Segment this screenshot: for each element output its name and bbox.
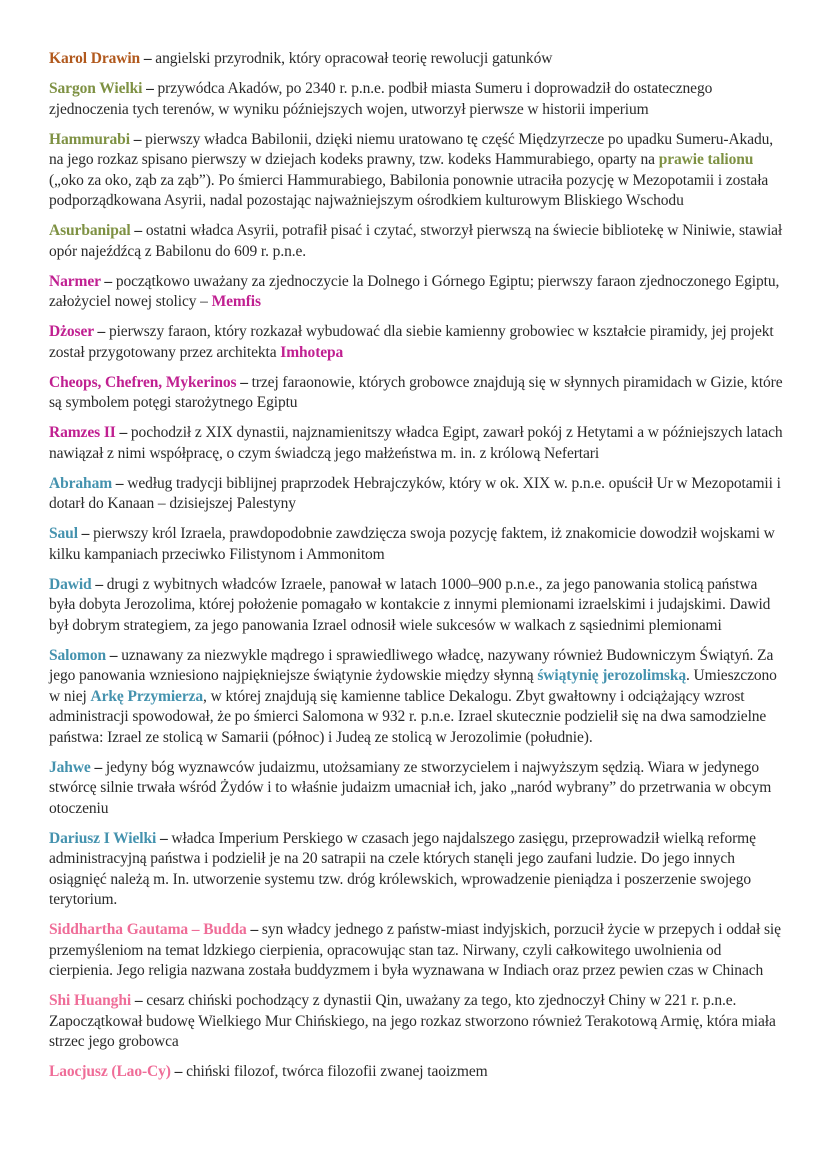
description-text: pierwszy król Izraela, prawdopodobnie zawdzięcza swoja pozycję faktem, iż znakomicie dowodził wojskami w kilku kampaniach przeciwko Filistynom i Ammonitom bbox=[49, 525, 775, 563]
entry-paragraph bbox=[49, 322, 786, 363]
highlighted-text: świątynię jerozolimską bbox=[537, 667, 686, 684]
entry-term: Ramzes II bbox=[49, 424, 116, 441]
term-separator: – bbox=[142, 80, 158, 97]
term-separator: – bbox=[236, 373, 252, 391]
term-separator: – bbox=[115, 424, 131, 441]
highlighted-text: Imhotepa bbox=[280, 343, 344, 361]
description-text: początkowo uważany za zjednoczycie la Dolnego i Górnego Egiptu; pierwszy faraon zjednoczonego Egiptu, założyciel nowej stolicy – bbox=[49, 272, 780, 310]
description-text: trzej faraonowie, których grobowce znajdują się w słynnych piramidach w Gizie, które są symbolem potęgi starożytnego Egiptu bbox=[49, 373, 783, 411]
term-separator: – bbox=[129, 130, 146, 148]
entry-term: Hammurabi bbox=[49, 130, 130, 148]
entry-term: Karol Drawin bbox=[49, 50, 141, 67]
entry-paragraph bbox=[49, 524, 786, 565]
entry-paragraph bbox=[49, 221, 786, 262]
description-text: drugi z wybitnych władców Izraele, panował w latach 1000–900 p.n.e., za jego panowania stolicą państwa była dobyta Jerozolima, której położenie pomagało w kontakcie z innymi plemionami izraelskimi i judajskimi. Dawid był dobrym strategiem, za jego panowania Izrael odnosił wiele sukcesów w walkach z sąsiednimi plemionami bbox=[49, 575, 771, 634]
entry-term: Siddhartha Gautama – Budda bbox=[49, 921, 247, 938]
highlighted-text: prawie talionu bbox=[658, 151, 754, 168]
entry-paragraph bbox=[49, 49, 786, 70]
description-text: („oko za oko, ząb za ząb”). Po śmierci Hammurabiego, Babilonia ponownie utraciła pozycję w Mezopotamii i została podporządkowana Asyrii, nadal pozostając najważniejszym ośrodkiem kulturowym Bliskiego Wschodu bbox=[49, 171, 769, 209]
term-separator: – bbox=[131, 992, 147, 1009]
description-text: chiński filozof, twórca filozofii zwanej taoizmem bbox=[186, 1063, 488, 1080]
term-separator: – bbox=[140, 50, 156, 67]
description-text: uznawany za niezwykle mądrego i sprawiedliwego władcę, nazywany również Budowniczym Świątyń. Za jego panowania wzniesiono najpiękniejsze świątynie żydowskie między słynną bbox=[49, 646, 774, 684]
entry-paragraph bbox=[49, 1062, 786, 1083]
entry-paragraph bbox=[49, 758, 786, 820]
entry-term: Laocjusz (Lao-Cy) bbox=[49, 1063, 171, 1080]
entry-term: Sargon Wielki bbox=[49, 80, 143, 97]
entry-term: Jahwe bbox=[49, 758, 91, 776]
term-separator: – bbox=[77, 525, 94, 542]
highlighted-text: Arkę Przymierza bbox=[90, 687, 204, 705]
entry-paragraph bbox=[49, 423, 786, 464]
description-text: syn władcy jednego z państw-miast indyjskich, porzucił życie w przepych i oddał się przemyśleniom na temat ldzkiego cierpienia, opracowując stan taz. Nirwany, czyli całkowitego uwolnienia od cierpienia. Jego religia nazwana została buddyzmem i była wyznawana w Indiach oraz przez pewien czas w Chinach bbox=[49, 921, 781, 979]
entry-paragraph bbox=[49, 920, 786, 982]
term-separator: – bbox=[246, 921, 262, 938]
entry-term: Cheops, Chefren, Mykerinos bbox=[49, 373, 237, 391]
entry-paragraph bbox=[49, 272, 786, 313]
entry-term: Shi Huanghi bbox=[49, 992, 132, 1009]
entry-term: Saul bbox=[49, 525, 78, 542]
description-text: jedyny bóg wyznawców judaizmu, utożsamiany ze stworzycielem i najwyższym sędzią. Wiara w jedynego stwórcę silnie trwała wśród Żydów i to właśnie judaizm umacniał ich, jako „naród wybrany” do przetrwania w obcym otoczeniu bbox=[49, 758, 772, 817]
term-separator: – bbox=[112, 474, 128, 492]
term-separator: – bbox=[93, 323, 109, 340]
description-text: władca Imperium Perskiego w czasach jego najdalszego zasięgu, przeprowadził wielką reformę administracyjną państwa i podzielił je na 20 satrapii na czele których stanęli jego zaufani ludzie. Do jego innych osiągnięć należą m. In. utworzenie systemu tzw. dróg królewskich, wprowadzenie pieniądza i poszerzenie swojego terytorium. bbox=[49, 829, 756, 908]
term-separator: – bbox=[100, 272, 116, 290]
entry-paragraph bbox=[49, 829, 786, 911]
term-separator: – bbox=[91, 575, 107, 593]
highlighted-text: Memfis bbox=[211, 293, 261, 310]
term-separator: – bbox=[156, 829, 172, 847]
entry-paragraph bbox=[49, 373, 786, 414]
entries bbox=[49, 49, 786, 1083]
entry-term: Dżoser bbox=[49, 323, 94, 340]
entry-paragraph bbox=[49, 575, 786, 637]
entry-term: Abraham bbox=[49, 474, 113, 492]
description-text: pierwszy faraon, który rozkazał wybudować dla siebie kamienny grobowiec w kształcie piramidy, jej projekt został przygotowany przez architekta bbox=[49, 323, 774, 361]
term-separator: – bbox=[106, 646, 122, 664]
entry-paragraph bbox=[49, 646, 786, 749]
description-text: angielski przyrodnik, który opracował teorię rewolucji gatunków bbox=[155, 50, 553, 67]
description-text: cesarz chiński pochodzący z dynastii Qin, uważany za tego, kto zjednoczył Chiny w 221 r. p.n.e. Zapoczątkował budowę Wielkiego Mur Chińskiego, na jego rozkaz stworzono również Terakotową Armię, która miała strzec jego grobowca bbox=[49, 992, 776, 1050]
description-text: ostatni władca Asyrii, potrafił pisać i czytać, stworzył pierwszą na świecie bibliotekę w Niniwie, stawiał opór najeźdźcą z Babilonu do 609 r. p.n.e. bbox=[49, 222, 783, 260]
entry-term: Dariusz I Wielki bbox=[49, 829, 157, 847]
entry-paragraph bbox=[49, 474, 786, 515]
term-separator: – bbox=[130, 222, 146, 239]
description-text: według tradycji biblijnej praprzodek Hebrajczyków, który w ok. XIX w. p.n.e. opuścił Ur w Mezopotamii i dotarł do Kanaan – dzisiejszej Palestyny bbox=[49, 474, 781, 512]
term-separator: – bbox=[170, 1063, 187, 1080]
description-text: , w której znajdują się kamienne tablice Dekalogu. Zbyt gwałtowny i odciążający wzrost administracji spowodował, że po śmierci Salomona w 932 r. p.n.e. Izrael skutecznie podzielił się na dwa samodzielne państwa: Izrael ze stolicą w Samarii (północ) i Judeą ze stolicą w Jerozolimie (południe). bbox=[49, 687, 767, 746]
description-text: przywódca Akadów, po 2340 r. p.n.e. podbił miasta Sumeru i doprowadził do ostatecznego zjednoczenia tych terenów, w wyniku późniejszych wojen, utworzył pierwsze w historii imperium bbox=[49, 80, 713, 118]
entry-term: Narmer bbox=[49, 272, 101, 290]
entry-paragraph bbox=[49, 79, 786, 120]
term-separator: – bbox=[90, 758, 106, 776]
entry-term: Salomon bbox=[49, 646, 107, 664]
entry-term: Dawid bbox=[49, 575, 92, 593]
entry-term: Asurbanipal bbox=[49, 222, 131, 239]
entry-paragraph bbox=[49, 991, 786, 1053]
description-text: . Umieszczono w niej bbox=[49, 667, 777, 705]
description-text: pierwszy władca Babilonii, dzięki niemu uratowano tę część Międzyrzecze po upadku Sumeru-Akadu, na jego rozkaz spisano pierwszy w dziejach kodeks prawny, tzw. kodeks Hammurabiego, oparty na bbox=[49, 130, 774, 168]
description-text: pochodził z XIX dynastii, najznamienitszy władca Egipt, zawarł pokój z Hetytami a w późniejszych latach nawiązał z nimi współpracę, o czym świadczą jego małżeństwa m. in. z królową Nefertari bbox=[49, 424, 783, 462]
entry-paragraph bbox=[49, 130, 786, 212]
